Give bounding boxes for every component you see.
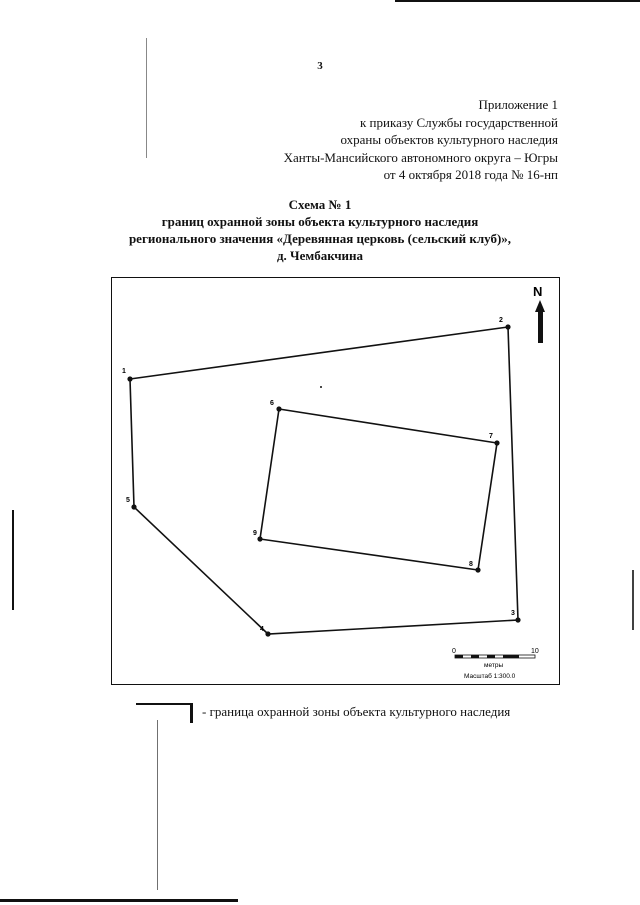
- point-label-4: 4: [260, 626, 264, 633]
- boundary-map: [112, 278, 559, 684]
- legend-boundary-line-icon: [136, 703, 192, 705]
- title-line: д. Чембакчина: [276, 248, 364, 263]
- scan-artifact-vertical-line: [146, 38, 147, 158]
- scan-artifact-bottom-line: [0, 899, 238, 902]
- north-arrow-shaft: [538, 311, 543, 343]
- boundary-point-3: [515, 617, 520, 622]
- point-label-8: 8: [469, 561, 473, 568]
- title-line: границ охранной зоны объекта культурного наследия: [161, 214, 479, 229]
- scale-start-label: 0: [452, 648, 456, 655]
- appendix-header: [284, 96, 558, 184]
- map-legend: [136, 701, 556, 725]
- point-label-1: 1: [122, 368, 126, 375]
- scale-end-label: 10: [531, 648, 539, 655]
- scan-artifact-vertical-line-lower: [157, 720, 158, 890]
- scan-artifact-left-bar: [12, 510, 14, 610]
- boundary-point-2: [505, 324, 510, 329]
- title-line: Схема № 1: [288, 197, 352, 212]
- legend-text: - граница охранной зоны объекта культурного наследия: [202, 704, 511, 719]
- appendix-line: к приказу Службы государственной: [359, 114, 558, 130]
- map-frame: [111, 277, 560, 685]
- point-label-6: 6: [270, 400, 274, 407]
- boundary-point-9: [257, 536, 262, 541]
- scan-artifact-top-line: [395, 0, 640, 2]
- appendix-line: Ханты-Мансийского автономного округа – Югры: [283, 149, 558, 165]
- scale-caption: Масштаб 1:300.0: [464, 673, 516, 680]
- north-arrow-head: [535, 300, 545, 312]
- scale-unit-label: метры: [484, 662, 504, 669]
- boundary-point-5: [131, 504, 136, 509]
- boundary-point-7: [494, 440, 499, 445]
- scale-bar: [452, 648, 539, 680]
- point-label-9: 9: [253, 530, 257, 537]
- north-label: N: [533, 284, 543, 299]
- north-arrow: [533, 284, 545, 343]
- map-speck: [320, 386, 322, 388]
- point-label-7: 7: [489, 433, 493, 440]
- scan-artifact-right-mark: [632, 570, 634, 630]
- boundary-point-4: [265, 631, 270, 636]
- appendix-line: охраны объектов культурного наследия: [340, 132, 558, 147]
- boundary-point-8: [475, 567, 480, 572]
- point-label-3: 3: [511, 610, 515, 617]
- boundary-point-6: [276, 406, 281, 411]
- appendix-line: Приложение 1: [478, 97, 558, 112]
- title-line: регионального значения «Деревянная церковь (сельский клуб)»,: [128, 231, 512, 246]
- object-boundary: [260, 409, 497, 570]
- scheme-title: [0, 196, 640, 264]
- point-label-2: 2: [499, 317, 503, 324]
- point-label-5: 5: [126, 497, 130, 504]
- page-number: 3: [317, 60, 323, 72]
- legend-boundary-tick-icon: [190, 703, 193, 723]
- protection-zone-boundary: [130, 327, 518, 634]
- appendix-line: от 4 октября 2018 года № 16-нп: [383, 167, 558, 182]
- boundary-point-1: [127, 376, 132, 381]
